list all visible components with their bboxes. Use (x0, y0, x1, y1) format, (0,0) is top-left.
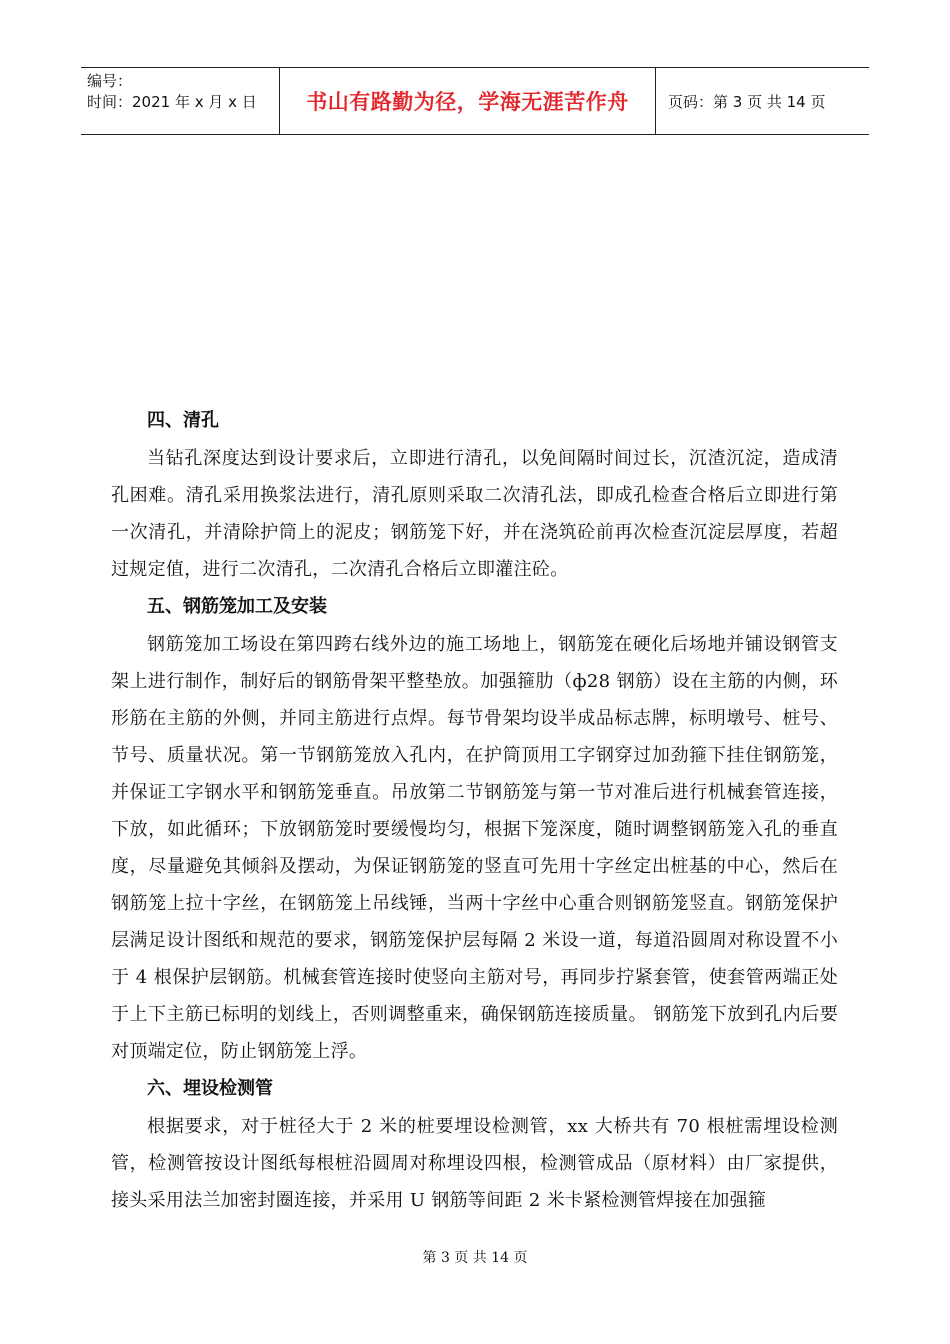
header-meta (81, 68, 280, 134)
section-paragraph: 根据要求，对于桩径大于 2 米的桩要埋设检测管，xx 大桥共有 70 根桩需埋设检测管，检测管按设计图纸每根桩沿圆周对称埋设四根，检测管成品（原材料）由厂家提供，接头采用法兰加密封圈连接，并采用 U 钢筋等间距 2 米卡紧检测管焊接在加强箍 (111, 1116, 838, 1211)
section-heading: 五、钢筋笼加工及安装 (147, 596, 327, 617)
document-body (111, 402, 838, 1219)
section-heading: 六、埋设检测管 (147, 1078, 273, 1099)
section-rebar-cage (111, 588, 838, 1070)
header-motto-cell (280, 68, 656, 134)
document-number-label: 编号： (87, 72, 133, 90)
section-cleaning-hole (111, 402, 838, 588)
section-paragraph: 钢筋笼加工场设在第四跨右线外边的施工场地上，钢筋笼在硬化后场地并铺设钢管支架上进行制作，制好后的钢筋骨架平整垫放。加强箍肋（ф28 钢筋）设在主筋的内侧，环形筋在主筋的外侧，并同主筋进行点焊。每节骨架均设半成品标志牌，标明墩号、桩号、节号、质量状况。第一节钢筋笼放入孔内，在护筒顶用工字钢穿过加劲箍下挂住钢筋笼，并保证工字钢水平和钢筋笼垂直。吊放第二节钢筋笼与第一节对准后进行机械套管连接，下放，如此循环；下放钢筋笼时要缓慢均匀，根据下笼深度，随时调整钢筋笼入孔的垂直度，尽量避免其倾斜及摆动，为保证钢筋笼的竖直可先用十字丝定出桩基的中心，然后在钢筋笼上拉十字丝，在钢筋笼上吊线锤，当两十字丝中心重合则钢筋笼竖直。钢筋笼保护层满足设计图纸和规范的要求，钢筋笼保护层每隔 2 米设一道，每道沿圆周对称设置不小于 4 根保护层钢筋。机械套管连接时使竖向主筋对号，再同步拧紧套管，使套管两端正处于上下主筋已标明的划线上，否则调整重来，确保钢筋连接质量。 钢筋笼下放到孔内后要对顶端定位，防止钢筋笼上浮。 (111, 634, 838, 1062)
document-date: 时间：2021 年 x 月 x 日 (87, 93, 257, 111)
section-heading: 四、清孔 (147, 410, 219, 431)
section-paragraph: 当钻孔深度达到设计要求后，立即进行清孔，以免间隔时间过长，沉渣沉淀，造成清孔困难。清孔采用换浆法进行，清孔原则采取二次清孔法，即成孔检查合格后立即进行第一次清孔，并清除护筒上的泥皮；钢筋笼下好，并在浇筑砼前再次检查沉淀层厚度，若超过规定值，进行二次清孔，二次清孔合格后立即灌注砼。 (111, 448, 838, 580)
header-motto: 书山有路勤为径，学海无涯苦作舟 (306, 90, 629, 114)
header-page-code: 页码：第 3 页 共 14 页 (668, 92, 826, 111)
page-footer: 第 3 页 共 14 页 (422, 1250, 528, 1266)
section-inspection-pipe (111, 1070, 838, 1219)
page-header (81, 67, 869, 135)
